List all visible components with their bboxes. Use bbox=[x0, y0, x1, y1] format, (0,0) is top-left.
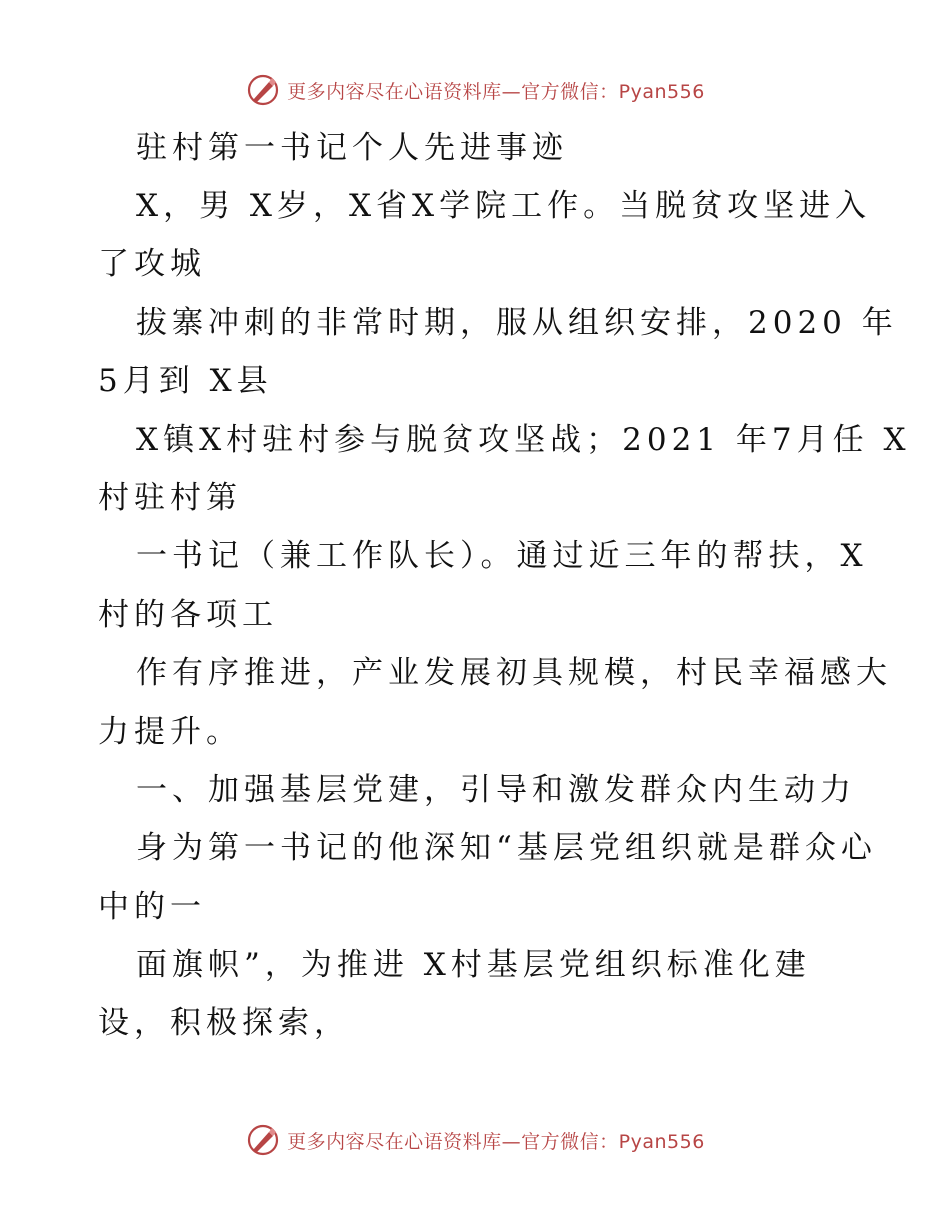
paragraph-line: 村驻村第 bbox=[98, 480, 242, 516]
paragraph-line: 5月到 X县 bbox=[98, 363, 273, 399]
paragraph-line: 作有序推进，产业发展初具规模，村民幸福感大 bbox=[136, 655, 892, 691]
pen-nib-logo-icon bbox=[245, 1122, 281, 1158]
paragraph-line: 村的各项工 bbox=[98, 597, 278, 633]
watermark-text: 更多内容尽在心语资料库—官方微信：Pyan556 bbox=[287, 80, 705, 103]
paragraph-line: 力提升。 bbox=[98, 714, 242, 750]
paragraph-line: 面旗帜”，为推进 X村基层党组织标准化建 bbox=[136, 947, 811, 983]
watermark-text: 更多内容尽在心语资料库—官方微信：Pyan556 bbox=[287, 1130, 705, 1153]
paragraph-line: X，男 X岁，X省X学院工作。当脱贫攻坚进入 bbox=[136, 188, 872, 224]
paragraph-line: X镇X村驻村参与脱贫攻坚战；2021 年7月任 X bbox=[136, 422, 911, 458]
paragraph-line: 中的一 bbox=[98, 889, 206, 925]
pen-nib-logo-icon bbox=[245, 72, 281, 108]
paragraph-line: 身为第一书记的他深知“基层党组织就是群众心 bbox=[136, 830, 877, 866]
paragraph-line: 了攻城 bbox=[98, 246, 206, 282]
paragraph-line: 拔寨冲刺的非常时期，服从组织安排，2020 年 bbox=[136, 305, 898, 341]
document-title: 驻村第一书记个人先进事迹 bbox=[136, 130, 568, 166]
footer-watermark bbox=[0, 1120, 950, 1160]
paragraph-line: 一书记（兼工作队长）。通过近三年的帮扶，X bbox=[136, 538, 868, 574]
paragraph-line: 设，积极探索， bbox=[98, 1005, 350, 1041]
header-watermark bbox=[0, 70, 950, 110]
section-heading: 一、加强基层党建，引导和激发群众内生动力 bbox=[136, 772, 856, 808]
